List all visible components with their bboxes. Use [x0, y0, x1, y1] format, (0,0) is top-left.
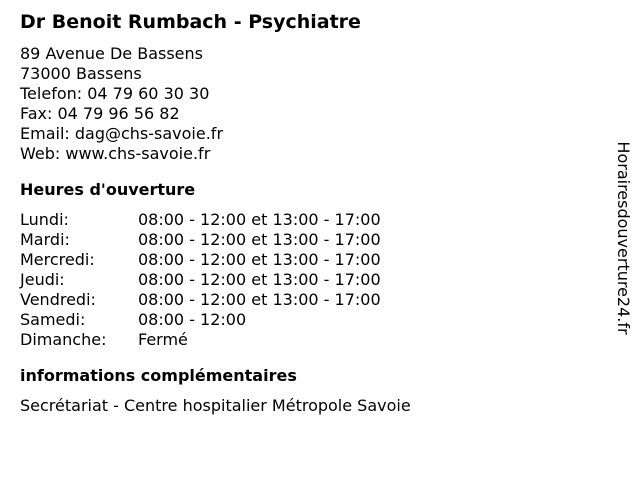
day-label: Dimanche:: [20, 330, 107, 349]
page-title: Dr Benoit Rumbach - Psychiatre: [20, 11, 361, 33]
day-label: Vendredi:: [20, 290, 96, 309]
opening-hours-table: [20, 210, 381, 350]
address-city: 73000 Bassens: [20, 64, 142, 83]
hours-row-wednesday: [20, 250, 381, 270]
hours-value: 08:00 - 12:00 et 13:00 - 17:00: [138, 270, 381, 289]
day-label: Mercredi:: [20, 250, 95, 269]
hours-row-thursday: [20, 270, 381, 290]
phone-number: Telefon: 04 79 60 30 30: [20, 84, 210, 103]
opening-hours-heading: Heures d'ouverture: [20, 180, 196, 199]
additional-info-heading: informations complémentaires: [20, 366, 297, 385]
hours-value: 08:00 - 12:00 et 13:00 - 17:00: [138, 290, 381, 309]
hours-row-sunday: [20, 330, 381, 350]
day-label: Lundi:: [20, 210, 69, 229]
business-card: [20, 8, 600, 416]
site-watermark: Horairesdouverture24.fr: [614, 141, 633, 335]
day-label: Mardi:: [20, 230, 70, 249]
hours-value: Fermé: [138, 330, 188, 349]
website-address: Web: www.chs-savoie.fr: [20, 144, 211, 163]
hours-row-monday: [20, 210, 381, 230]
hours-value: 08:00 - 12:00: [138, 310, 247, 329]
day-label: Jeudi:: [20, 270, 65, 289]
hours-row-tuesday: [20, 230, 381, 250]
hours-row-friday: [20, 290, 381, 310]
hours-value: 08:00 - 12:00 et 13:00 - 17:00: [138, 210, 381, 229]
address-street: 89 Avenue De Bassens: [20, 44, 203, 63]
additional-info-text: Secrétariat - Centre hospitalier Métropole Savoie: [20, 396, 411, 415]
fax-number: Fax: 04 79 96 56 82: [20, 104, 180, 123]
day-label: Samedi:: [20, 310, 86, 329]
hours-value: 08:00 - 12:00 et 13:00 - 17:00: [138, 230, 381, 249]
hours-row-saturday: [20, 310, 381, 330]
email-address: Email: dag@chs-savoie.fr: [20, 124, 224, 143]
hours-value: 08:00 - 12:00 et 13:00 - 17:00: [138, 250, 381, 269]
contact-block: [20, 44, 600, 164]
